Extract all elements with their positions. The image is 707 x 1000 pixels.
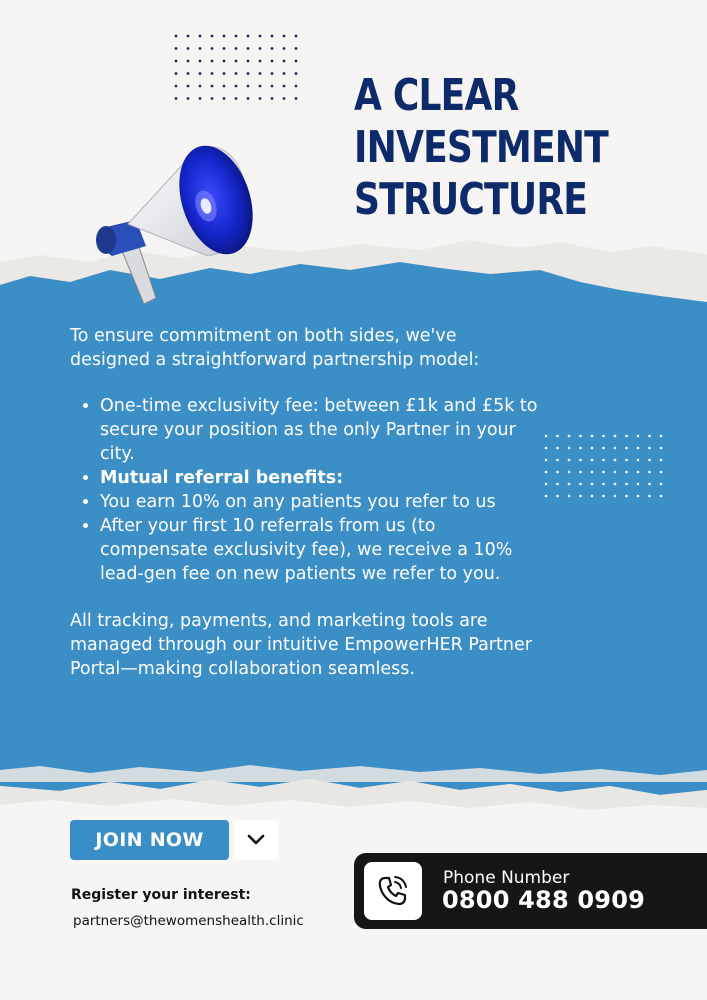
decor-dot — [614, 483, 617, 486]
decor-dot — [637, 435, 640, 438]
decor-dot — [295, 97, 298, 100]
decor-dot — [602, 447, 605, 450]
decor-dot — [199, 35, 202, 38]
decor-dot — [247, 60, 250, 63]
decor-dot — [545, 471, 548, 474]
dot-pattern-top — [170, 30, 305, 105]
decor-dot — [271, 35, 274, 38]
decor-dot — [175, 35, 178, 38]
decor-dot — [660, 435, 663, 438]
decor-dot — [283, 85, 286, 88]
decor-dot — [175, 97, 178, 100]
decor-dot — [283, 72, 286, 75]
decor-dot — [235, 60, 238, 63]
decor-dot — [223, 97, 226, 100]
decor-dot — [579, 459, 582, 462]
decor-dot — [579, 471, 582, 474]
body-content — [70, 324, 540, 681]
dot-pattern-right — [540, 430, 670, 505]
decor-dot — [295, 85, 298, 88]
decor-dot — [235, 85, 238, 88]
decor-dot — [637, 459, 640, 462]
intro-paragraph: To ensure commitment on both sides, we've designed a straightforward partnership model: — [70, 326, 480, 370]
decor-dot — [591, 447, 594, 450]
decor-dot — [660, 483, 663, 486]
decor-dot — [648, 483, 651, 486]
decor-dot — [271, 97, 274, 100]
decor-dot — [199, 85, 202, 88]
decor-dot — [556, 459, 559, 462]
decor-dot — [579, 495, 582, 498]
decor-dot — [199, 97, 202, 100]
decor-dot — [235, 72, 238, 75]
decor-dot — [295, 60, 298, 63]
decor-dot — [545, 483, 548, 486]
decor-dot — [199, 60, 202, 63]
decor-dot — [625, 471, 628, 474]
decor-dot — [259, 35, 262, 38]
decor-dot — [211, 85, 214, 88]
decor-dot — [545, 459, 548, 462]
decor-dot — [637, 483, 640, 486]
decor-dot — [175, 85, 178, 88]
decor-dot — [259, 97, 262, 100]
decor-dot — [187, 60, 190, 63]
decor-dot — [211, 47, 214, 50]
decor-dot — [199, 47, 202, 50]
decor-dot — [556, 447, 559, 450]
decor-dot — [211, 35, 214, 38]
decor-dot — [271, 47, 274, 50]
decor-dot — [602, 495, 605, 498]
decor-dot — [568, 447, 571, 450]
decor-dot — [568, 459, 571, 462]
decor-dot — [235, 35, 238, 38]
phone-icon-container[interactable] — [364, 862, 422, 920]
email-link[interactable]: partners@thewomenshealth.clinic — [73, 913, 304, 929]
decor-dot — [199, 72, 202, 75]
decor-dot — [223, 47, 226, 50]
decor-dot — [283, 97, 286, 100]
decor-dot — [556, 495, 559, 498]
phone-label: Phone Number — [443, 868, 570, 888]
decor-dot — [295, 35, 298, 38]
decor-dot — [283, 47, 286, 50]
decor-dot — [614, 435, 617, 438]
decor-dot — [223, 35, 226, 38]
decor-dot — [259, 72, 262, 75]
decor-dot — [602, 435, 605, 438]
decor-dot — [625, 495, 628, 498]
phone-number[interactable]: 0800 488 0909 — [442, 886, 646, 914]
decor-dot — [579, 483, 582, 486]
decor-dot — [283, 35, 286, 38]
decor-dot — [175, 47, 178, 50]
join-now-button[interactable]: JOIN NOW — [70, 820, 229, 860]
decor-dot — [556, 435, 559, 438]
decor-dot — [187, 35, 190, 38]
decor-dot — [247, 85, 250, 88]
decor-dot — [247, 47, 250, 50]
decor-dot — [271, 72, 274, 75]
list-item: • After your first 10 referrals from us (to compensate exclusivity fee), we receive a 10% lead-gen fee on new patients we refer to you. — [100, 514, 540, 586]
decor-dot — [602, 483, 605, 486]
decor-dot — [259, 60, 262, 63]
decor-dot — [568, 435, 571, 438]
decor-dot — [637, 471, 640, 474]
decor-dot — [545, 435, 548, 438]
page-title — [354, 70, 625, 226]
decor-dot — [259, 47, 262, 50]
decor-dot — [283, 60, 286, 63]
list-item-heading: Mutual referral benefits: — [100, 468, 344, 488]
decor-dot — [591, 435, 594, 438]
decor-dot — [591, 471, 594, 474]
decor-dot — [556, 483, 559, 486]
decor-dot — [223, 60, 226, 63]
decor-dot — [545, 447, 548, 450]
list-item: • You earn 10% on any patients you refer to us — [100, 490, 540, 514]
decor-dot — [259, 85, 262, 88]
decor-dot — [660, 495, 663, 498]
decor-dot — [625, 483, 628, 486]
decor-dot — [614, 459, 617, 462]
title-line-2: INVESTMENT — [354, 122, 608, 173]
decor-dot — [591, 495, 594, 498]
decor-dot — [211, 60, 214, 63]
decor-dot — [637, 447, 640, 450]
decor-dot — [247, 97, 250, 100]
decor-dot — [271, 85, 274, 88]
decor-dot — [187, 97, 190, 100]
decor-dot — [187, 85, 190, 88]
decor-dot — [625, 459, 628, 462]
decor-dot — [625, 447, 628, 450]
dropdown-toggle-button[interactable] — [234, 820, 278, 860]
decor-dot — [660, 471, 663, 474]
decor-dot — [295, 47, 298, 50]
decor-dot — [568, 483, 571, 486]
phone-contact-box — [354, 853, 707, 929]
decor-dot — [247, 72, 250, 75]
decor-dot — [648, 459, 651, 462]
decor-dot — [211, 72, 214, 75]
closing-paragraph: All tracking, payments, and marketing tools are managed through our intuitive EmpowerHER Partner Portal—making collaboration seamless. — [70, 611, 532, 679]
list-item — [100, 466, 540, 490]
chevron-down-icon — [246, 833, 266, 847]
decor-dot — [648, 471, 651, 474]
decor-dot — [556, 471, 559, 474]
decor-dot — [602, 471, 605, 474]
megaphone-icon — [88, 128, 268, 318]
decor-dot — [602, 459, 605, 462]
decor-dot — [247, 35, 250, 38]
decor-dot — [223, 72, 226, 75]
decor-dot — [271, 60, 274, 63]
decor-dot — [625, 435, 628, 438]
title-line-3: STRUCTURE — [354, 174, 588, 225]
decor-dot — [568, 471, 571, 474]
decor-dot — [211, 97, 214, 100]
decor-dot — [579, 447, 582, 450]
decor-dot — [648, 435, 651, 438]
decor-dot — [591, 483, 594, 486]
benefits-list — [70, 394, 540, 586]
decor-dot — [614, 447, 617, 450]
phone-icon — [376, 874, 410, 908]
decor-dot — [545, 495, 548, 498]
decor-dot — [223, 85, 226, 88]
register-interest-label: Register your interest: — [71, 887, 251, 903]
title-line-1: A CLEAR — [354, 70, 519, 121]
decor-dot — [660, 459, 663, 462]
decor-dot — [568, 495, 571, 498]
decor-dot — [660, 447, 663, 450]
decor-dot — [579, 435, 582, 438]
decor-dot — [614, 471, 617, 474]
decor-dot — [614, 495, 617, 498]
decor-dot — [235, 47, 238, 50]
decor-dot — [295, 72, 298, 75]
decor-dot — [648, 447, 651, 450]
decor-dot — [637, 495, 640, 498]
decor-dot — [591, 459, 594, 462]
decor-dot — [235, 97, 238, 100]
decor-dot — [187, 47, 190, 50]
decor-dot — [187, 72, 190, 75]
decor-dot — [648, 495, 651, 498]
list-item: • One-time exclusivity fee: between £1k and £5k to secure your position as the only Partner in your city. — [100, 394, 540, 466]
decor-dot — [175, 72, 178, 75]
decor-dot — [175, 60, 178, 63]
